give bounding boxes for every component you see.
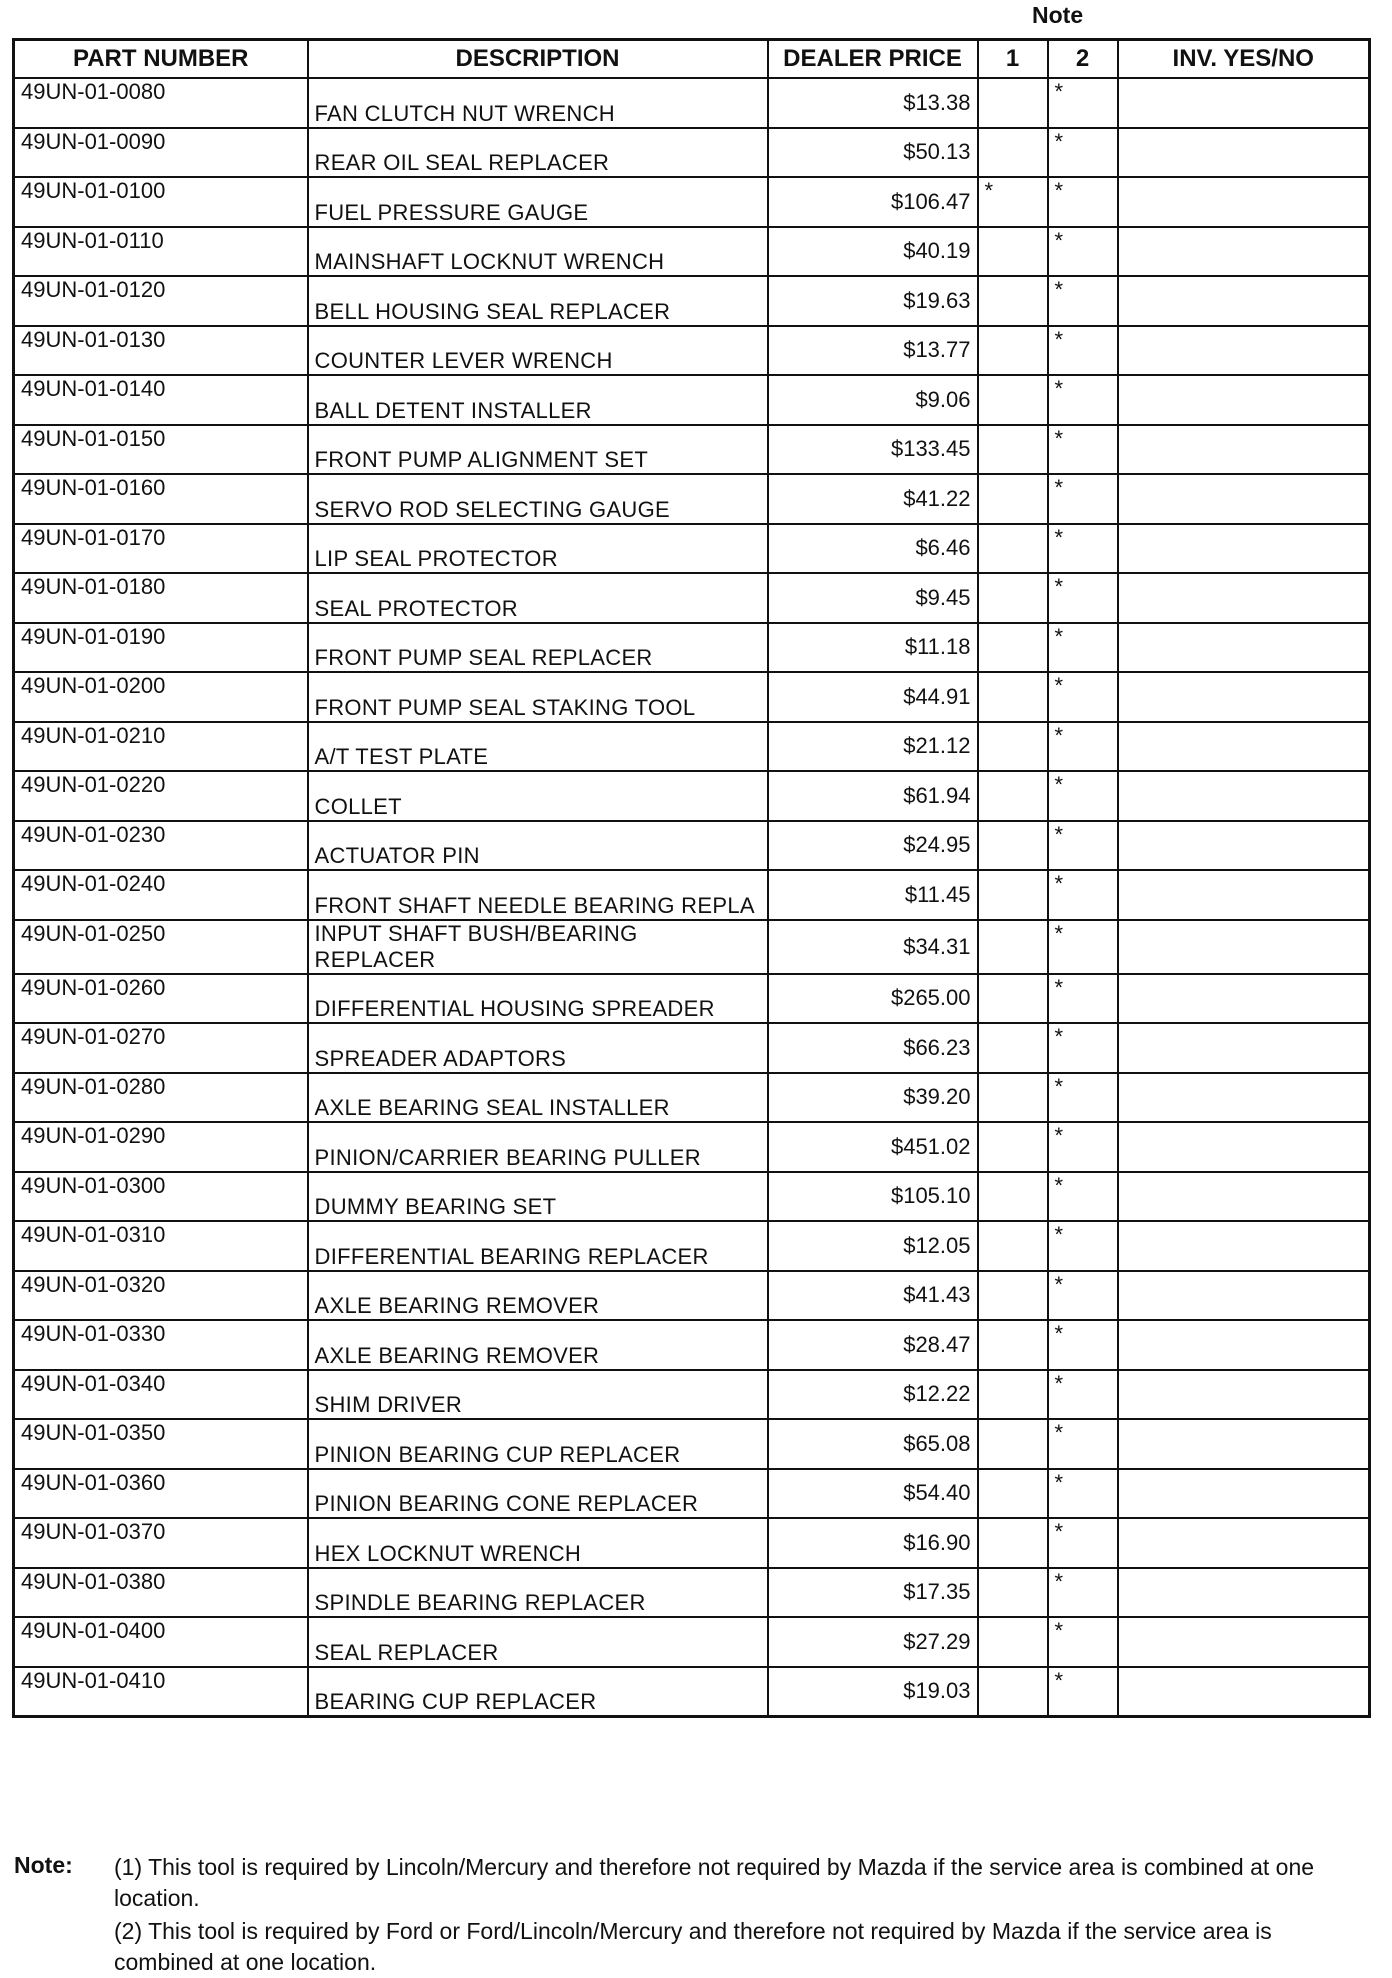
inventory-cell xyxy=(1118,920,1370,974)
dealer-price-cell: $24.95 xyxy=(768,821,978,871)
dealer-price-cell: $41.43 xyxy=(768,1271,978,1321)
note-2-cell: * xyxy=(1048,1122,1118,1172)
note-1-cell xyxy=(978,1370,1048,1420)
table-row xyxy=(14,573,1370,623)
col-header-note-2: 2 xyxy=(1048,40,1118,79)
col-header-note-1: 1 xyxy=(978,40,1048,79)
table-row xyxy=(14,1617,1370,1667)
table-row xyxy=(14,1568,1370,1618)
dealer-price-cell: $41.22 xyxy=(768,474,978,524)
inventory-cell xyxy=(1118,177,1370,227)
dealer-price-cell: $16.90 xyxy=(768,1518,978,1568)
col-header-dealer-price: DEALER PRICE xyxy=(768,40,978,79)
part-number-cell: 49UN-01-0350 xyxy=(14,1419,308,1469)
note-1-cell xyxy=(978,1271,1048,1321)
table-row xyxy=(14,771,1370,821)
dealer-price-cell: $44.91 xyxy=(768,672,978,722)
description-cell: SEAL REPLACER xyxy=(308,1617,768,1667)
dealer-price-cell: $28.47 xyxy=(768,1320,978,1370)
note-2-cell: * xyxy=(1048,78,1118,128)
description-cell: FRONT PUMP SEAL REPLACER xyxy=(308,623,768,673)
inventory-cell xyxy=(1118,870,1370,920)
inventory-cell xyxy=(1118,623,1370,673)
note-2-cell: * xyxy=(1048,524,1118,574)
note-1-cell xyxy=(978,722,1048,772)
part-number-cell: 49UN-01-0110 xyxy=(14,227,308,277)
note-2-cell: * xyxy=(1048,920,1118,974)
note-2-cell: * xyxy=(1048,672,1118,722)
description-cell: SEAL PROTECTOR xyxy=(308,573,768,623)
table-row xyxy=(14,524,1370,574)
note-1-cell xyxy=(978,974,1048,1024)
note-2-cell: * xyxy=(1048,1023,1118,1073)
inventory-cell xyxy=(1118,375,1370,425)
inventory-cell xyxy=(1118,474,1370,524)
note-1-cell xyxy=(978,1419,1048,1469)
table-row xyxy=(14,1122,1370,1172)
part-number-cell: 49UN-01-0300 xyxy=(14,1172,308,1222)
description-cell: AXLE BEARING REMOVER xyxy=(308,1320,768,1370)
part-number-cell: 49UN-01-0250 xyxy=(14,920,308,974)
note-1-cell xyxy=(978,1073,1048,1123)
footnote-item-1: (1) This tool is required by Lincoln/Mercury and therefore not required by Mazda if the service area is combined at one location. xyxy=(114,1854,1315,1911)
table-row xyxy=(14,1419,1370,1469)
note-2-cell: * xyxy=(1048,474,1118,524)
dealer-price-cell: $61.94 xyxy=(768,771,978,821)
note-2-cell: * xyxy=(1048,1419,1118,1469)
inventory-cell xyxy=(1118,1419,1370,1469)
part-number-cell: 49UN-01-0290 xyxy=(14,1122,308,1172)
inventory-cell xyxy=(1118,1320,1370,1370)
dealer-price-cell: $11.18 xyxy=(768,623,978,673)
description-cell: BALL DETENT INSTALLER xyxy=(308,375,768,425)
dealer-price-cell: $12.05 xyxy=(768,1221,978,1271)
part-number-cell: 49UN-01-0310 xyxy=(14,1221,308,1271)
inventory-cell xyxy=(1118,1667,1370,1717)
part-number-cell: 49UN-01-0120 xyxy=(14,276,308,326)
note-2-cell: * xyxy=(1048,1172,1118,1222)
note-1-cell xyxy=(978,474,1048,524)
part-number-cell: 49UN-01-0330 xyxy=(14,1320,308,1370)
description-cell: DUMMY BEARING SET xyxy=(308,1172,768,1222)
description-cell: MAINSHAFT LOCKNUT WRENCH xyxy=(308,227,768,277)
note-1-cell: * xyxy=(978,177,1048,227)
note-2-cell: * xyxy=(1048,573,1118,623)
part-number-cell: 49UN-01-0270 xyxy=(14,1023,308,1073)
dealer-price-cell: $65.08 xyxy=(768,1419,978,1469)
note-1-cell xyxy=(978,870,1048,920)
inventory-cell xyxy=(1118,1370,1370,1420)
dealer-price-cell: $13.77 xyxy=(768,326,978,376)
note-1-cell xyxy=(978,227,1048,277)
part-number-cell: 49UN-01-0180 xyxy=(14,573,308,623)
inventory-cell xyxy=(1118,227,1370,277)
note-2-cell: * xyxy=(1048,326,1118,376)
inventory-cell xyxy=(1118,821,1370,871)
note-2-cell: * xyxy=(1048,1469,1118,1519)
note-1-cell xyxy=(978,1023,1048,1073)
dealer-price-cell: $6.46 xyxy=(768,524,978,574)
description-cell: PINION BEARING CUP REPLACER xyxy=(308,1419,768,1469)
description-cell: AXLE BEARING SEAL INSTALLER xyxy=(308,1073,768,1123)
dealer-price-cell: $9.45 xyxy=(768,573,978,623)
note-2-cell: * xyxy=(1048,870,1118,920)
inventory-cell xyxy=(1118,128,1370,178)
note-1-cell xyxy=(978,1617,1048,1667)
table-row xyxy=(14,326,1370,376)
inventory-cell xyxy=(1118,1518,1370,1568)
note-2-cell: * xyxy=(1048,623,1118,673)
inventory-cell xyxy=(1118,1172,1370,1222)
note-1-cell xyxy=(978,425,1048,475)
description-cell: FRONT SHAFT NEEDLE BEARING REPLA xyxy=(308,870,768,920)
dealer-price-cell: $27.29 xyxy=(768,1617,978,1667)
note-1-cell xyxy=(978,1667,1048,1717)
inventory-cell xyxy=(1118,573,1370,623)
dealer-price-cell: $39.20 xyxy=(768,1073,978,1123)
note-1-cell xyxy=(978,375,1048,425)
inventory-cell xyxy=(1118,974,1370,1024)
note-2-cell: * xyxy=(1048,1370,1118,1420)
dealer-price-cell: $50.13 xyxy=(768,128,978,178)
table-row xyxy=(14,1221,1370,1271)
inventory-cell xyxy=(1118,771,1370,821)
description-cell: FRONT PUMP SEAL STAKING TOOL xyxy=(308,672,768,722)
description-cell: LIP SEAL PROTECTOR xyxy=(308,524,768,574)
inventory-cell xyxy=(1118,1271,1370,1321)
col-header-part-number: PART NUMBER xyxy=(14,40,308,79)
dealer-price-cell: $451.02 xyxy=(768,1122,978,1172)
table-row xyxy=(14,425,1370,475)
inventory-cell xyxy=(1118,524,1370,574)
dealer-price-cell: $66.23 xyxy=(768,1023,978,1073)
part-number-cell: 49UN-01-0160 xyxy=(14,474,308,524)
table-row xyxy=(14,1073,1370,1123)
part-number-cell: 49UN-01-0380 xyxy=(14,1568,308,1618)
table-row xyxy=(14,1320,1370,1370)
table-row xyxy=(14,78,1370,128)
note-2-cell: * xyxy=(1048,276,1118,326)
inventory-cell xyxy=(1118,1617,1370,1667)
dealer-price-cell: $265.00 xyxy=(768,974,978,1024)
note-1-cell xyxy=(978,1568,1048,1618)
dealer-price-cell: $21.12 xyxy=(768,722,978,772)
part-number-cell: 49UN-01-0190 xyxy=(14,623,308,673)
note-1-cell xyxy=(978,1469,1048,1519)
description-cell: COUNTER LEVER WRENCH xyxy=(308,326,768,376)
inventory-cell xyxy=(1118,1568,1370,1618)
table-row xyxy=(14,1172,1370,1222)
note-column-header: Note xyxy=(1032,2,1084,28)
note-1-cell xyxy=(978,326,1048,376)
inventory-cell xyxy=(1118,276,1370,326)
note-2-cell: * xyxy=(1048,1617,1118,1667)
description-cell: AXLE BEARING REMOVER xyxy=(308,1271,768,1321)
description-cell: DIFFERENTIAL HOUSING SPREADER xyxy=(308,974,768,1024)
note-1-cell xyxy=(978,1122,1048,1172)
note-2-cell: * xyxy=(1048,177,1118,227)
table-row xyxy=(14,375,1370,425)
inventory-cell xyxy=(1118,1221,1370,1271)
note-1-cell xyxy=(978,524,1048,574)
table-row xyxy=(14,870,1370,920)
note-1-cell xyxy=(978,276,1048,326)
description-cell: COLLET xyxy=(308,771,768,821)
description-cell: ACTUATOR PIN xyxy=(308,821,768,871)
description-cell: SPREADER ADAPTORS xyxy=(308,1023,768,1073)
note-2-cell: * xyxy=(1048,1667,1118,1717)
table-row xyxy=(14,722,1370,772)
part-number-cell: 49UN-01-0370 xyxy=(14,1518,308,1568)
description-cell: SPINDLE BEARING REPLACER xyxy=(308,1568,768,1618)
inventory-cell xyxy=(1118,1073,1370,1123)
footnote-item-2: (2) This tool is required by Ford or Ford/Lincoln/Mercury and therefore not required by Mazda if the service area is combined at one location. xyxy=(114,1918,1272,1975)
note-2-cell: * xyxy=(1048,1221,1118,1271)
note-2-cell: * xyxy=(1048,227,1118,277)
table-row xyxy=(14,474,1370,524)
inventory-cell xyxy=(1118,326,1370,376)
dealer-price-cell: $17.35 xyxy=(768,1568,978,1618)
note-1-cell xyxy=(978,771,1048,821)
note-1-cell xyxy=(978,920,1048,974)
description-cell: INPUT SHAFT BUSH/BEARING REPLACER xyxy=(308,920,768,974)
table-row xyxy=(14,1023,1370,1073)
inventory-cell xyxy=(1118,1023,1370,1073)
col-header-inventory: INV. YES/NO xyxy=(1118,40,1370,79)
parts-table xyxy=(12,38,1371,1718)
table-row xyxy=(14,128,1370,178)
part-number-cell: 49UN-01-0170 xyxy=(14,524,308,574)
note-1-cell xyxy=(978,1518,1048,1568)
description-cell: BELL HOUSING SEAL REPLACER xyxy=(308,276,768,326)
dealer-price-cell: $105.10 xyxy=(768,1172,978,1222)
table-header-row xyxy=(14,40,1370,79)
note-2-cell: * xyxy=(1048,771,1118,821)
inventory-cell xyxy=(1118,722,1370,772)
table-row xyxy=(14,1370,1370,1420)
col-header-description: DESCRIPTION xyxy=(308,40,768,79)
note-1-cell xyxy=(978,1320,1048,1370)
description-cell: PINION BEARING CONE REPLACER xyxy=(308,1469,768,1519)
table-row xyxy=(14,177,1370,227)
table-row xyxy=(14,974,1370,1024)
inventory-cell xyxy=(1118,672,1370,722)
dealer-price-cell: $12.22 xyxy=(768,1370,978,1420)
note-2-cell: * xyxy=(1048,974,1118,1024)
table-row xyxy=(14,1271,1370,1321)
description-cell: SHIM DRIVER xyxy=(308,1370,768,1420)
description-cell: DIFFERENTIAL BEARING REPLACER xyxy=(308,1221,768,1271)
note-1-cell xyxy=(978,821,1048,871)
description-cell: SERVO ROD SELECTING GAUGE xyxy=(308,474,768,524)
dealer-price-cell: $54.40 xyxy=(768,1469,978,1519)
note-2-cell: * xyxy=(1048,1568,1118,1618)
part-number-cell: 49UN-01-0240 xyxy=(14,870,308,920)
note-2-cell: * xyxy=(1048,128,1118,178)
table-row xyxy=(14,276,1370,326)
inventory-cell xyxy=(1118,1122,1370,1172)
dealer-price-cell: $40.19 xyxy=(768,227,978,277)
table-row xyxy=(14,821,1370,871)
description-cell: PINION/CARRIER BEARING PULLER xyxy=(308,1122,768,1172)
part-number-cell: 49UN-01-0280 xyxy=(14,1073,308,1123)
note-1-cell xyxy=(978,672,1048,722)
description-cell: REAR OIL SEAL REPLACER xyxy=(308,128,768,178)
part-number-cell: 49UN-01-0220 xyxy=(14,771,308,821)
part-number-cell: 49UN-01-0080 xyxy=(14,78,308,128)
dealer-price-cell: $11.45 xyxy=(768,870,978,920)
part-number-cell: 49UN-01-0210 xyxy=(14,722,308,772)
table-row xyxy=(14,1518,1370,1568)
note-2-cell: * xyxy=(1048,722,1118,772)
note-1-cell xyxy=(978,623,1048,673)
part-number-cell: 49UN-01-0260 xyxy=(14,974,308,1024)
description-cell: HEX LOCKNUT WRENCH xyxy=(308,1518,768,1568)
note-2-cell: * xyxy=(1048,425,1118,475)
note-1-cell xyxy=(978,128,1048,178)
dealer-price-cell: $19.03 xyxy=(768,1667,978,1717)
part-number-cell: 49UN-01-0360 xyxy=(14,1469,308,1519)
inventory-cell xyxy=(1118,78,1370,128)
part-number-cell: 49UN-01-0140 xyxy=(14,375,308,425)
table-row xyxy=(14,672,1370,722)
description-cell: A/T TEST PLATE xyxy=(308,722,768,772)
table-row xyxy=(14,920,1370,974)
note-2-cell: * xyxy=(1048,1073,1118,1123)
part-number-cell: 49UN-01-0410 xyxy=(14,1667,308,1717)
part-number-cell: 49UN-01-0200 xyxy=(14,672,308,722)
dealer-price-cell: $13.38 xyxy=(768,78,978,128)
note-1-cell xyxy=(978,78,1048,128)
dealer-price-cell: $34.31 xyxy=(768,920,978,974)
table-row xyxy=(14,227,1370,277)
note-2-cell: * xyxy=(1048,375,1118,425)
part-number-cell: 49UN-01-0090 xyxy=(14,128,308,178)
note-2-cell: * xyxy=(1048,1320,1118,1370)
note-2-cell: * xyxy=(1048,1518,1118,1568)
description-cell: FAN CLUTCH NUT WRENCH xyxy=(308,78,768,128)
part-number-cell: 49UN-01-0320 xyxy=(14,1271,308,1321)
dealer-price-cell: $133.45 xyxy=(768,425,978,475)
table-row xyxy=(14,1469,1370,1519)
note-2-cell: * xyxy=(1048,1271,1118,1321)
description-cell: FUEL PRESSURE GAUGE xyxy=(308,177,768,227)
dealer-price-cell: $9.06 xyxy=(768,375,978,425)
part-number-cell: 49UN-01-0150 xyxy=(14,425,308,475)
note-1-cell xyxy=(978,573,1048,623)
table-row xyxy=(14,1667,1370,1717)
inventory-cell xyxy=(1118,1469,1370,1519)
part-number-cell: 49UN-01-0130 xyxy=(14,326,308,376)
part-number-cell: 49UN-01-0100 xyxy=(14,177,308,227)
footnote-label: Note: xyxy=(14,1852,73,1878)
description-cell: FRONT PUMP ALIGNMENT SET xyxy=(308,425,768,475)
note-1-cell xyxy=(978,1221,1048,1271)
part-number-cell: 49UN-01-0400 xyxy=(14,1617,308,1667)
description-cell: BEARING CUP REPLACER xyxy=(308,1667,768,1717)
part-number-cell: 49UN-01-0230 xyxy=(14,821,308,871)
note-1-cell xyxy=(978,1172,1048,1222)
inventory-cell xyxy=(1118,425,1370,475)
dealer-price-cell: $106.47 xyxy=(768,177,978,227)
part-number-cell: 49UN-01-0340 xyxy=(14,1370,308,1420)
note-2-cell: * xyxy=(1048,821,1118,871)
table-row xyxy=(14,623,1370,673)
dealer-price-cell: $19.63 xyxy=(768,276,978,326)
